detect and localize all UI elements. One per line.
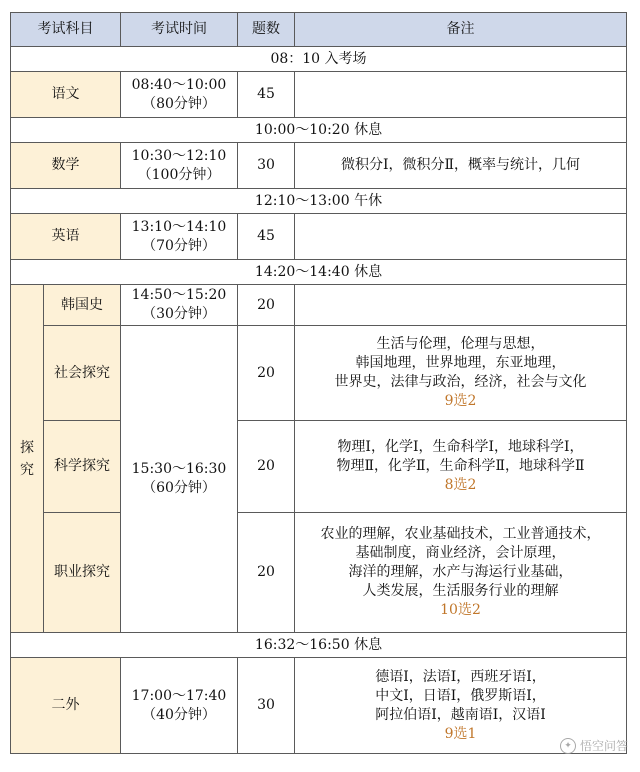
break-row bbox=[11, 118, 627, 143]
table-row bbox=[11, 285, 627, 326]
notes-cell bbox=[295, 285, 627, 326]
notes-cell: 生活与伦理，伦理与思想， 韩国地理，世界地理，东亚地理， 世界史，法律与政治，经济，社会与文化 9选2 bbox=[295, 326, 627, 421]
table-row bbox=[11, 513, 627, 633]
subject-cell: 科学探究 bbox=[44, 421, 121, 513]
break-row bbox=[11, 633, 627, 658]
break-time: 12:10～13:00 午休 bbox=[11, 189, 627, 214]
exam-schedule-table bbox=[10, 12, 627, 754]
explore-group-label: 探 究 bbox=[11, 285, 44, 633]
subject-cell: 二外 bbox=[11, 658, 121, 754]
notes-cell: 德语Ⅰ，法语Ⅰ，西班牙语Ⅰ， 中文Ⅰ，日语Ⅰ，俄罗斯语Ⅰ， 阿拉伯语Ⅰ，越南语Ⅰ，汉语Ⅰ 9选1 bbox=[295, 658, 627, 754]
break-time: 14:20～14:40 休息 bbox=[11, 260, 627, 285]
break-time: 16:32～16:50 休息 bbox=[11, 633, 627, 658]
subject-cell: 职业探究 bbox=[44, 513, 121, 633]
count-cell: 30 bbox=[238, 143, 295, 189]
break-row bbox=[11, 47, 627, 72]
table-row bbox=[11, 658, 627, 754]
break-entry-time: 08：10 入考场 bbox=[11, 47, 627, 72]
pick-label: 8选2 bbox=[444, 477, 477, 493]
count-cell: 20 bbox=[238, 285, 295, 326]
notes-cell bbox=[295, 72, 627, 118]
notes-cell bbox=[295, 214, 627, 260]
count-cell: 45 bbox=[238, 72, 295, 118]
table-row bbox=[11, 421, 627, 513]
break-row bbox=[11, 260, 627, 285]
subject-cell: 社会探究 bbox=[44, 326, 121, 421]
table-row bbox=[11, 214, 627, 260]
table-row bbox=[11, 326, 627, 421]
subject-cell: 语文 bbox=[11, 72, 121, 118]
count-cell: 20 bbox=[238, 513, 295, 633]
time-cell: 13:10～14:10 （70分钟） bbox=[121, 214, 238, 260]
header-time: 考试时间 bbox=[121, 13, 238, 47]
time-cell: 17:00～17:40 （40分钟） bbox=[121, 658, 238, 754]
time-cell: 14:50～15:20 （30分钟） bbox=[121, 285, 238, 326]
header-subject: 考试科目 bbox=[11, 13, 121, 47]
notes-cell: 微积分Ⅰ，微积分Ⅱ，概率与统计，几何 bbox=[295, 143, 627, 189]
wukong-logo-icon: ✦ bbox=[560, 738, 576, 754]
subject-cell: 数学 bbox=[11, 143, 121, 189]
pick-label: 10选2 bbox=[440, 602, 481, 618]
header-count: 题数 bbox=[238, 13, 295, 47]
pick-label: 9选1 bbox=[444, 725, 477, 742]
watermark bbox=[560, 737, 628, 754]
table-row bbox=[11, 143, 627, 189]
header-notes: 备注 bbox=[295, 13, 627, 47]
subject-cell: 韩国史 bbox=[44, 285, 121, 326]
break-time: 10:00～10:20 休息 bbox=[11, 118, 627, 143]
shared-time-cell: 15:30～16:30 （60分钟） bbox=[121, 326, 238, 633]
subject-cell: 英语 bbox=[11, 214, 121, 260]
pick-label: 9选2 bbox=[444, 393, 477, 409]
time-cell: 10:30～12:10 （100分钟） bbox=[121, 143, 238, 189]
break-row bbox=[11, 189, 627, 214]
watermark-text: 悟空问答 bbox=[579, 739, 628, 753]
notes-cell: 农业的理解，农业基础技术，工业普通技术， 基础制度，商业经济，会计原理， 海洋的理解，水产与海运行业基础， 人类发展，生活服务行业的理解 10选2 bbox=[295, 513, 627, 633]
time-cell: 08:40～10:00 （80分钟） bbox=[121, 72, 238, 118]
count-cell: 20 bbox=[238, 326, 295, 421]
header-row bbox=[11, 13, 627, 47]
notes-cell: 物理Ⅰ，化学Ⅰ，生命科学Ⅰ，地球科学Ⅰ， 物理Ⅱ，化学Ⅱ，生命科学Ⅱ，地球科学Ⅱ 8选2 bbox=[295, 421, 627, 513]
count-cell: 30 bbox=[238, 658, 295, 754]
count-cell: 45 bbox=[238, 214, 295, 260]
table-row bbox=[11, 72, 627, 118]
count-cell: 20 bbox=[238, 421, 295, 513]
